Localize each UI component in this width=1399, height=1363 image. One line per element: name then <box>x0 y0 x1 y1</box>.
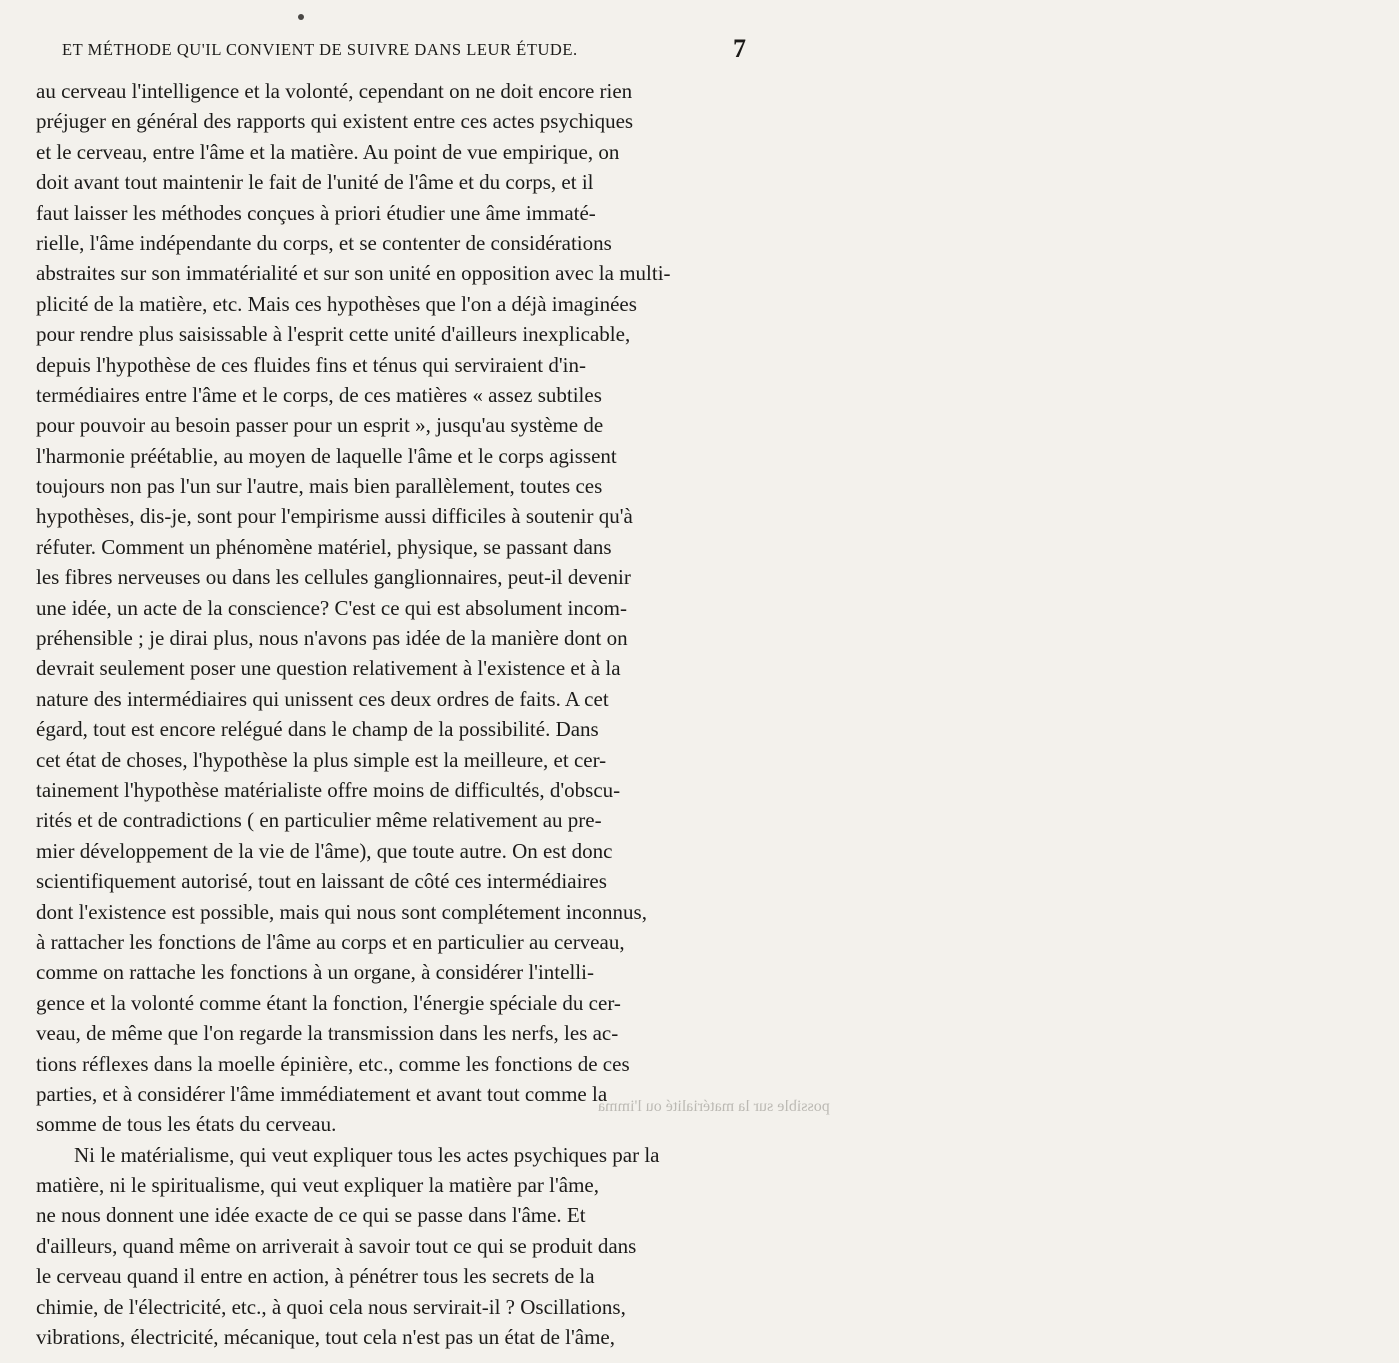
text-line: l'harmonie préétablie, au moyen de laquelle l'âme et le corps agissent <box>36 443 617 468</box>
text-line: parties, et à considérer l'âme immédiatement et avant tout comme la <box>36 1081 608 1106</box>
text-line: somme de tous les états du cerveau. <box>36 1112 337 1137</box>
text-line: les fibres nerveuses ou dans les cellules ganglionnaires, peut-il devenir <box>36 565 631 590</box>
text-line: chimie, de l'électricité, etc., à quoi cela nous servirait-il ? Oscillations, <box>36 1294 626 1319</box>
text-line: pour rendre plus saisissable à l'esprit cette unité d'ailleurs inexplicable, <box>36 322 631 347</box>
text-line: une idée, un acte de la conscience? C'est ce qui est absolument incom- <box>36 595 627 620</box>
text-line: et le cerveau, entre l'âme et la matière. Au point de vue empirique, on <box>36 139 620 164</box>
text-line: faut laisser les méthodes conçues à priori étudier une âme immaté- <box>36 200 596 225</box>
page-number: 7 <box>733 34 746 63</box>
text-line: vibrations, électricité, mécanique, tout cela n'est pas un état de l'âme, <box>36 1325 616 1350</box>
text-line: égard, tout est encore relégué dans le champ de la possibilité. Dans <box>36 717 599 742</box>
text-line: dont l'existence est possible, mais qui nous sont complétement inconnus, <box>36 899 647 924</box>
text-line: réfuter. Comment un phénomène matériel, physique, se passant dans <box>36 534 612 559</box>
text-line: abstraites sur son immatérialité et sur son unité en opposition avec la multi- <box>36 261 671 286</box>
text-line: ne nous donnent une idée exacte de ce qui se passe dans l'âme. Et <box>36 1203 586 1228</box>
text-line: cet état de choses, l'hypothèse la plus simple est la meilleure, et cer- <box>36 747 607 772</box>
text-line: tions réflexes dans la moelle épinière, etc., comme les fonctions de ces <box>36 1051 630 1076</box>
text-line: à rattacher les fonctions de l'âme au corps et en particulier au cerveau, <box>36 929 625 954</box>
text-line: tainement l'hypothèse matérialiste offre moins de difficultés, d'obscu- <box>36 777 621 802</box>
body-text <box>36 76 764 1352</box>
text-line: plicité de la matière, etc. Mais ces hypothèses que l'on a déjà imaginées <box>36 291 637 316</box>
running-head: ET MÉTHODE QU'IL CONVIENT DE SUIVRE DANS LEUR ÉTUDE. <box>62 40 578 59</box>
text-line: scientifiquement autorisé, tout en laissant de côté ces intermédiaires <box>36 869 607 894</box>
text-line: toujours non pas l'un sur l'autre, mais bien parallèlement, toutes ces <box>36 474 603 499</box>
text-line: pour pouvoir au besoin passer pour un esprit », jusqu'au système de <box>36 413 604 438</box>
text-line: termédiaires entre l'âme et le corps, de ces matières « assez subtiles <box>36 382 602 407</box>
text-line: d'ailleurs, quand même on arriverait à savoir tout ce qui se produit dans <box>36 1233 637 1258</box>
text-line: hypothèses, dis-je, sont pour l'empirisme aussi difficiles à soutenir qu'à <box>36 504 633 529</box>
text-line: préjuger en général des rapports qui existent entre ces actes psychiques <box>36 109 634 134</box>
text-line: rités et de contradictions ( en particulier même relativement au pre- <box>36 808 602 833</box>
text-line: préhensible ; je dirai plus, nous n'avons pas idée de la manière dont on <box>36 626 628 651</box>
text-line: devrait seulement poser une question relativement à l'existence et à la <box>36 656 621 681</box>
text-line: comme on rattache les fonctions à un organe, à considérer l'intelli- <box>36 960 594 985</box>
text-line: nature des intermédiaires qui unissent ces deux ordres de faits. A cet <box>36 686 609 711</box>
text-line: matière, ni le spiritualisme, qui veut expliquer la matière par l'âme, <box>36 1173 600 1198</box>
text-line: mier développement de la vie de l'âme), que toute autre. On est donc <box>36 838 613 863</box>
text-line: doit avant tout maintenir le fait de l'unité de l'âme et du corps, et il <box>36 170 594 195</box>
text-line: veau, de même que l'on regarde la transmission dans les nerfs, les ac- <box>36 1021 619 1046</box>
text-line: le cerveau quand il entre en action, à pénétrer tous les secrets de la <box>36 1264 595 1289</box>
show-through-text: possible sur la matérialité ou l'imma <box>598 1098 830 1115</box>
text-line: rielle, l'âme indépendante du corps, et se contenter de considérations <box>36 230 612 255</box>
text-line: au cerveau l'intelligence et la volonté, cependant on ne doit encore rien <box>36 79 633 103</box>
text-line: Ni le matérialisme, qui veut expliquer tous les actes psychiques par la <box>74 1142 660 1167</box>
ink-speck <box>298 14 304 20</box>
text-line: depuis l'hypothèse de ces fluides fins et ténus qui serviraient d'in- <box>36 352 586 377</box>
text-line: gence et la volonté comme étant la fonction, l'énergie spéciale du cer- <box>36 990 621 1015</box>
